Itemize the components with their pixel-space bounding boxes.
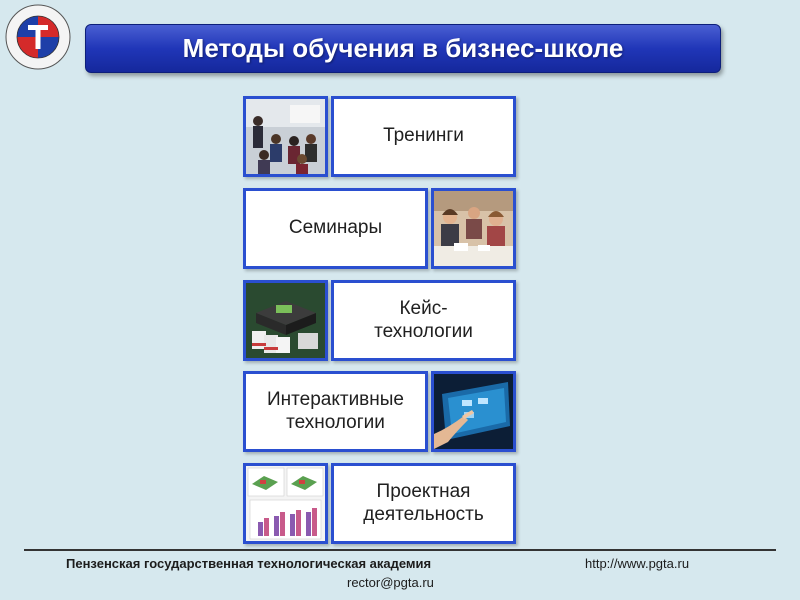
method-label-line: технологии	[374, 320, 473, 342]
method-card-interactive-technologies	[243, 371, 428, 452]
seminar-photo	[431, 188, 516, 269]
footer-email[interactable]: rector@pgta.ru	[347, 575, 434, 590]
academy-logo	[4, 3, 72, 71]
method-label-line: Интерактивные	[267, 388, 404, 410]
case-materials-photo	[243, 280, 328, 361]
method-card-case-technologies	[331, 280, 516, 361]
footer-organization: Пензенская государственная технологическая академия	[66, 556, 432, 571]
training-photo	[243, 96, 328, 177]
method-card-project-activity	[331, 463, 516, 544]
method-card-trainings	[331, 96, 516, 177]
method-label-line: технологии	[286, 411, 385, 433]
method-label-line: Семинары	[288, 217, 383, 239]
footer-divider	[24, 549, 776, 551]
slide-title: Методы обучения в бизнес-школе	[182, 33, 624, 63]
method-label-line: деятельность	[363, 503, 484, 525]
method-label-line: Тренинги	[383, 125, 464, 147]
touchscreen-photo	[431, 371, 516, 452]
method-label	[334, 283, 513, 358]
title-banner	[85, 24, 721, 73]
method-label	[246, 374, 425, 449]
method-label-line: Проектная	[376, 480, 471, 502]
method-label	[334, 99, 513, 174]
project-charts-photo	[243, 463, 328, 544]
method-label-line: Кейс-	[399, 297, 448, 319]
footer-url[interactable]: http://www.pgta.ru	[585, 556, 690, 571]
method-card-seminars	[243, 188, 428, 269]
method-label	[334, 466, 513, 541]
method-label	[246, 191, 425, 266]
